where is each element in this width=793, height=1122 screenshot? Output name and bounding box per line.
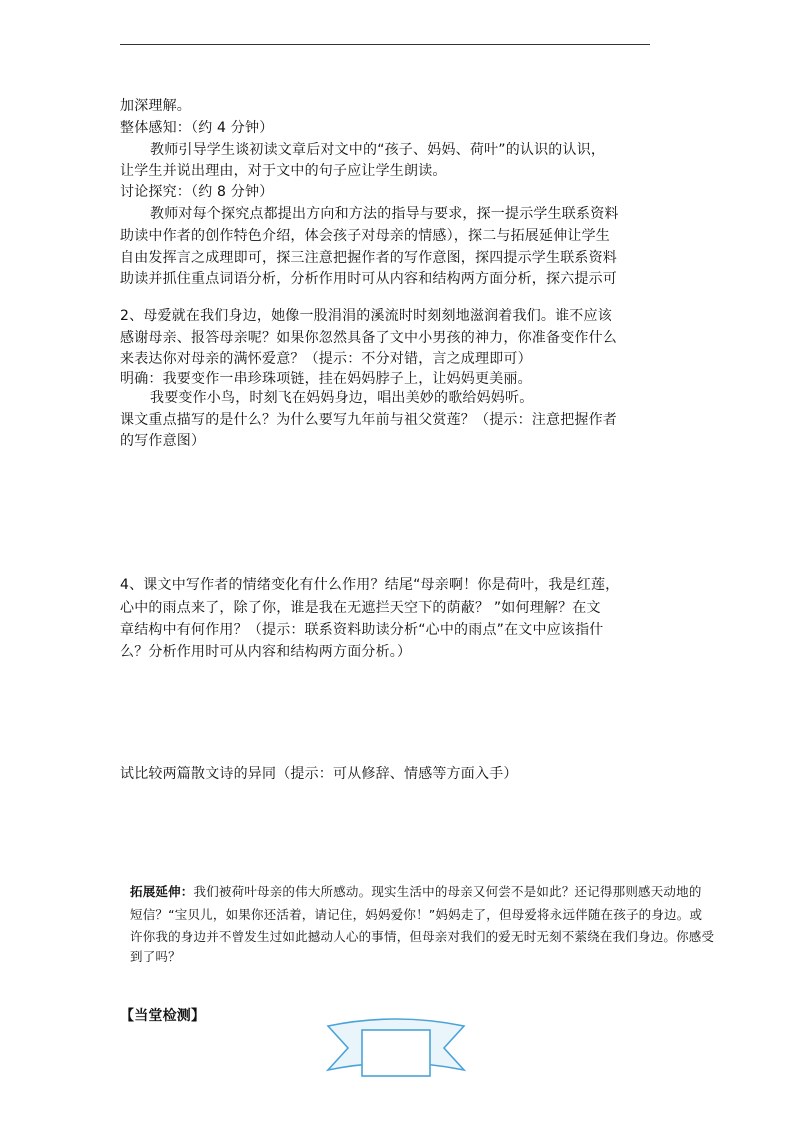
- ribbon-banner-graphic: [326, 1016, 466, 1080]
- text-line: 到了吗？: [130, 949, 181, 964]
- text-line: 么？分析作用时可从内容和结构两方面分析。）: [120, 644, 412, 660]
- question-4: 4、课文中写作者的情绪变化有什么作用？结尾“母亲啊！你是荷叶，我是红莲，: [120, 577, 620, 593]
- section-title-discussion: 讨论探究：（约 8 分钟）: [120, 184, 274, 200]
- question-compare: 试比较两篇散文诗的异同（提示：可从修辞、情感等方面入手）: [120, 766, 518, 782]
- text-line: 感谢母亲、报答母亲呢？如果你忽然具备了文中小男孩的神力，你准备变作什么: [120, 330, 617, 346]
- extension-paragraph: [130, 882, 702, 902]
- extension-label: 拓展延伸：: [130, 884, 194, 899]
- text-line: 我要变作小鸟，时刻飞在妈妈身边，唱出美妙的歌给妈妈听。: [150, 390, 534, 406]
- section-heading: 【当堂检测】: [120, 1008, 206, 1024]
- text-line: 章结构中有何作用？（提示：联系资料助读分析“心中的雨点”在文中应该指什: [120, 622, 604, 638]
- text-line: 助读中作者的创作特色介绍，体会孩子对母亲的情感），探二与拓展延伸让学生: [120, 228, 610, 244]
- header-rule: [120, 44, 650, 45]
- text-line: 加深理解。: [120, 98, 191, 114]
- text-line: 明确：我要变作一串珍珠项链，挂在妈妈脖子上，让妈妈更美丽。: [120, 371, 532, 387]
- question-2: 2、母爱就在我们身边，她像一股涓涓的溪流时时刻刻地滋润着我们。谁不应该: [120, 308, 612, 324]
- text-line: 心中的雨点来了，除了你，谁是我在无遮拦天空下的荫蔽？ ”如何理解？在文: [120, 600, 601, 616]
- text-line: 许你我的身边并不曾发生过如此撼动人心的事情，但母亲对我们的爱无时无刻不萦绕在我们身边。你感受: [130, 929, 715, 944]
- text-line: 助读并抓住重点词语分析，分析作用时可从内容和结构两方面分析，探六提示可: [120, 271, 617, 287]
- extension-text: 我们被荷叶母亲的伟大所感动。现实生活中的母亲又何尝不是如此？还记得那则感天动地的: [193, 884, 702, 899]
- text-line: 自由发挥言之成理即可，探三注意把握作者的写作意图，探四提示学生联系资料: [120, 250, 617, 266]
- text-line: 短信？“宝贝儿，如果你还活着，请记住，妈妈爱你！”妈妈走了，但母爱将永远伴随在孩子的身边。或: [130, 907, 703, 922]
- section-title-overview: 整体感知：（约 4 分钟）: [120, 120, 274, 136]
- text-line: 让学生并说出理由，对于文中的句子应让学生朗读。: [120, 163, 447, 179]
- text-line: 的写作意图）: [120, 433, 206, 449]
- text-line: 教师对每个探究点都提出方向和方法的指导与要求，探一提示学生联系资料: [150, 206, 619, 222]
- text-line: 来表达你对母亲的满怀爱意？（提示：不分对错，言之成理即可）: [120, 351, 532, 367]
- text-line: 教师引导学生谈初读文章后对文中的“孩子、妈妈、荷叶”的认识的认识，: [150, 142, 606, 158]
- question-3: 课文重点描写的是什么？为什么要写九年前与祖父赏莲？（提示：注意把握作者: [120, 412, 617, 428]
